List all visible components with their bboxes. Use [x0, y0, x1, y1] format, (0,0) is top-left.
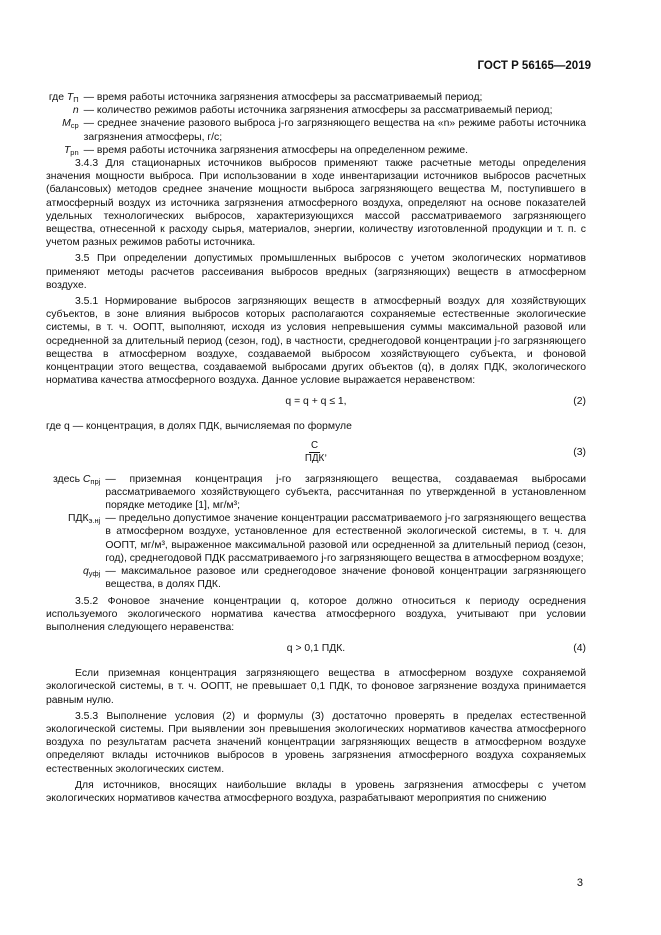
paragraph-3-4-3: 3.4.3 Для стационарных источников выбросов применяют также расчетные методы определения значения мощности выброса. При использовании в ходе инвентаризации источников выбросов расчетных (балансовых) методов среднее значение мощности выброса загрязняющего вещества M, поступившего в атмосферный воздух из источника загрязнения атмосферного воздуха, определяют на основе показателей удельных технологических выбросов, характеризующихся массой рассматриваемого загрязняющего вещества, отнесенной к расходу сырья, материалов, энергии, количеству изготовленной продукции и т. п. с учетом разных режимов работы источника.: [46, 158, 586, 249]
def-text: — время работы источника загрязнения атмосферы на определенном режиме.: [83, 144, 469, 156]
paragraph-3-5-1: 3.5.1 Нормирование выбросов загрязняющих веществ в атмосферный воздух для хозяйствующих субъектов, в зоне влияния выбросов которых располагаются сохраняемые естественные экологические системы, в т. ч. ООПТ, выполняют, исходя из условия непревышения суммы максимальной разовой или осредненной за длительный период (сезон, год), в частности, среднегодовой концентрации j-го загрязняющего вещества в атмосферном воздухе, создаваемой выбросом хозяйствующего субъекта, и фоновой концентрации этого вещества, создаваемой выбросами других объектов (q), в долях ПДК, экологического норматива качества атмосферного воздуха. Данное условие выражается неравенством:: [46, 296, 586, 387]
def-symbol: $ПДК_{э.нj}$: [68, 513, 101, 526]
fraction: [305, 440, 324, 465]
paragraph-last: Для источников, вносящих наибольшие вклады в уровень загрязнения атмосферы с учетом экологических нормативов качества атмосферного воздуха, разрабатывают мероприятия по снижению: [46, 779, 586, 804]
definitions-list-2: [46, 473, 586, 592]
def-text: — среднее значение разового выброса j-го загрязняющего вещества на «n» режиме работы источника загрязнения атмосферы, г/с;: [83, 118, 586, 143]
def-symbol: n: [72, 105, 79, 117]
def-text: — предельно допустимое значение концентрации рассматриваемого j-го загрязняющего вещества в атмосферном воздухе, установленное для естественной экологической системы, в т. ч. для ООПТ, мг/м³, выраженное максимальной разовой или осредненной за длительный период (сезон, год), среднегодовой ПДК рассматриваемого j-го загрязняющего вещества в атмосферном воздухе;: [105, 513, 586, 564]
def-text: — приземная концентрация j-го загрязняющего вещества, создаваемая выбросами рассматриваемого хозяйствующего субъекта, рассчитанная по утвержденной в установленном порядке методике [1], мг/м³;: [105, 473, 586, 512]
formula-4: [46, 634, 586, 664]
def-text: — время работы источника загрязнения атмосферы за рассматриваемый период;: [83, 92, 483, 103]
def-symbol: здесь $C_{прj}$: [46, 473, 100, 513]
formula-2-number: (2): [573, 396, 586, 408]
paragraph-3-5: 3.5 При определении допустимых промышленных выбросов с учетом экологических нормативов применяют методы расчетов рассеивания выбросов вредных (загрязняющих) веществ в атмосферном воздухе.: [46, 253, 586, 291]
fraction-numerator: C: [311, 439, 319, 451]
def-symbol: $q_{уфj}$: [83, 566, 101, 579]
paragraph-3-5-3: 3.5.3 Выполнение условия (2) и формулы (3) достаточно проверять в пределах естественной экологической системы. При выявлении зон превышения экологических нормативов качества атмосферного воздуха по результатам расчета значений концентрации загрязняющих веществ в атмосферном воздухе определяют вклады источников выбросов в уровень загрязнения атмосферного воздуха сохраняемых естественных экологических систем.: [46, 710, 586, 775]
paragraph-if: Если приземная концентрация загрязняющего вещества в атмосферном воздухе сохраняемой экологической системы, в т. ч. ООПТ, не превышает 0,1 ПДК, то фоновое загрязнение воздуха принимается равным нулю.: [46, 668, 586, 706]
def-symbol: $M_{ср}$: [62, 118, 79, 131]
def-lead: здесь: [53, 473, 80, 485]
page-content: [46, 91, 586, 805]
def-text: — количество режимов работы источника загрязнения атмосферы за рассматриваемый период;: [83, 105, 553, 117]
def-symbol: где $T_П$: [46, 91, 79, 104]
formula-2: [46, 387, 586, 417]
standard-header: ГОСТ Р 56165—2019: [477, 60, 591, 72]
where-q-line: где q — концентрация, в долях ПДК, вычисляемая по формуле: [46, 421, 352, 433]
formula-3-expression: $\frac{C}{\text{ПДК}}$ ,: [304, 439, 328, 464]
formula-3-number: (3): [573, 446, 586, 458]
formula-4-number: (4): [573, 643, 586, 655]
def-text: — максимальное разовое или среднегодовое значение фоновой концентрации загрязняющего вещества, в долях ПДК.: [105, 566, 586, 591]
fraction-denominator: ПДК: [304, 452, 325, 464]
page-number: 3: [576, 877, 583, 889]
def-lead: где: [48, 92, 64, 103]
formula-3: [46, 434, 586, 470]
formula-4-expression: q > 0,1 ПДК.: [286, 643, 346, 655]
def-symbol: $T_{pn}$: [63, 144, 79, 157]
definitions-list-1: [46, 91, 586, 157]
formula-2-expression: q = q + q ≤ 1,: [285, 396, 347, 408]
paragraph-3-5-2: 3.5.2 Фоновое значение концентрации q, которое должно относиться к периоду осреднения используемого экологического норматива качества атмосферного воздуха, учитывают при условии выполнения следующего неравенства:: [46, 595, 586, 633]
